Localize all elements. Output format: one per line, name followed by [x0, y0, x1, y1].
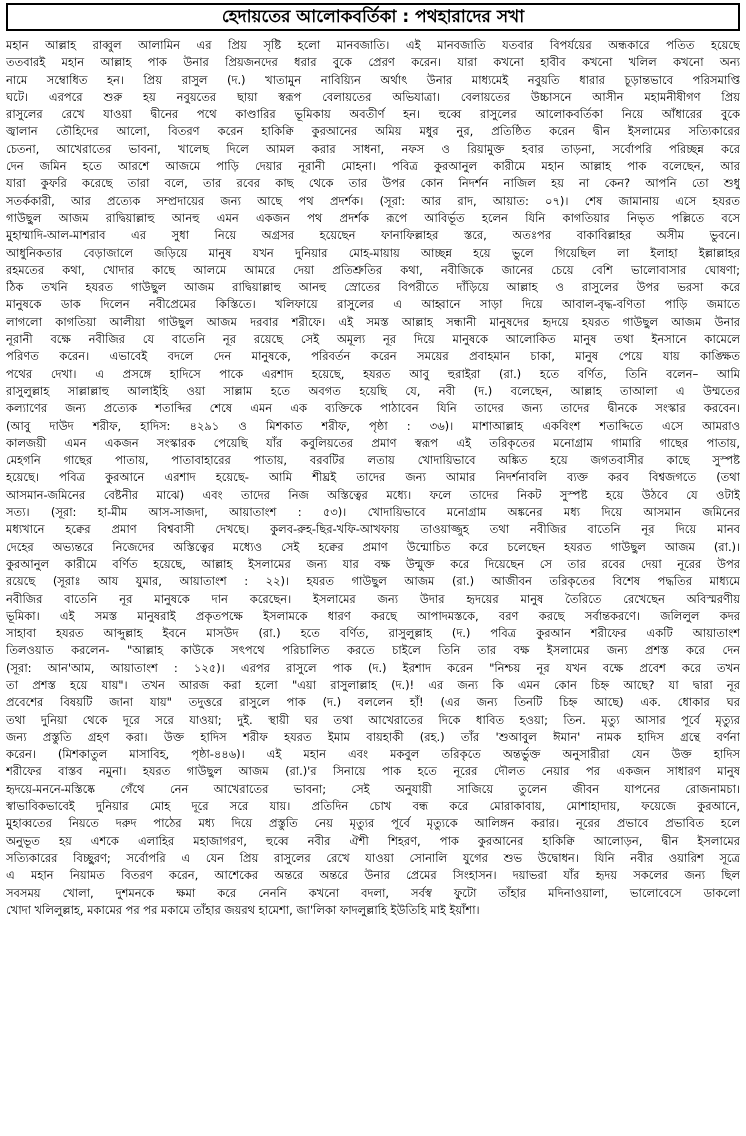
article-line: খোদা খলিলুল্লাহ, মকামের পর পর মকামে তাঁহার জয়রথ হামেশা, জা'লিকা ফাদলুল্লাহি ইউতিহি মাই ইয়াঁশা।	[6, 902, 480, 917]
article-line: পথের দেখা। এ প্রসঙ্গে হাদিসে পাকে এরশাদ হয়েছে, হযরত আবু হুরাইরা (রা.) হতে বর্ণিত, তিনি বলেন– আমি	[6, 366, 740, 381]
article-line: (আবু দাউদ শরীফ, হাদিস: ৪২৯১ ও মিশকাত শরীফ, পৃষ্ঠা : ৩৬)। মাশাআল্লাহ একবিংশ শতাব্দিতে এসে আমরাও	[6, 418, 740, 433]
article-line: শরীফের বাস্তব নমুনা। হযরত গাউছুল আজম (রা.)'র সিনায়ে পাক হতে নূরের দৌলত নেয়ার পর একজন সাধারণ মানুষ	[6, 764, 740, 779]
article-line: দেহের অভ্যন্তরে নিজেদের অস্তিত্বের মধ্যেও সেই হক্বের প্রমাণ উন্মোচিত করে চলেছেন হযরত গাউছুল আজম (রা.)।	[6, 539, 740, 554]
article-line: স্বাভাবিকভাবেই দুনিয়ার মোহ দূরে সরে যায়। প্রতিদিন চোখ বন্ধ করে মোরাকাবায়, মোশাহাদায়, ফয়েজে কুরআনে,	[6, 799, 740, 814]
article-line: মেহগনি গাছের পাতায়, পাতাবাহারের পাতায়, বরবটির লতায় খোদায়িভাবে অঙ্কিত হয়ে জগতবাসীর কাছে সুস্পষ্ট	[6, 453, 740, 468]
article-line: চেতনা, আখেরাতের ভাবনা, খালেছ দিলে আমল করার সাধনা, নফস ও রিয়ামুক্ত হবার তাড়না, সর্বোপরি পরিচ্ছন্ন করে	[6, 141, 740, 156]
article-line: মানুষকে ডাক দিলেন নবীপ্রেমের কিস্তিতে। খলিফায়ে রাসুলের এ আহ্বানে সাড়া দিয়ে আবাল-বৃদ্ধ-বণিতা পাড়ি জমাতে	[6, 297, 740, 312]
article-line: এ মহান নিয়ামত বিতরণ করেন, আশেকের অন্তরে অন্তরে উনার প্রেমের সিংহাসন। দয়াভরা যাঁর হৃদয় সকলের জন্য ছিল	[6, 868, 740, 883]
article-line: তা প্রশস্ত হয়ে যায়"। তখন আরজ করা হলো "এয়া রাসুলাল্লাহ (দ.)! এর জন্য কি এমন কোন চিহ্ন আছে? যা দ্বারা নূর	[6, 677, 740, 692]
article-line: কল্যাণের জন্য প্রত্যেক শতাব্দির শেষে এমন এক ব্যক্তিকে পাঠাবেন যিনি তাদের জন্য তাদের দ্বীনকে সংস্কার করবেন।	[6, 401, 740, 416]
article-line: করেন। (মিশকাতুল মাসাবিহ, পৃষ্ঠা-৪৪৬)। এই মহান এবং মকবুল তরিকৃতে অন্তর্ভুক্ত অনুসারীরা যেন উক্ত হাদিস	[6, 747, 740, 762]
article-line: মুহাব্বতের নিয়তে দরুদ পাঠের মধ্য দিয়ে প্রস্তুতি নেয় মৃত্যুর পূর্বে মৃত্যুকে আলিঙ্গন করার। নূরের প্রভাবে প্রভাবিত হলে	[6, 816, 740, 831]
article-line: রয়েছে (সূরাঃ আয যুমার, আয়াতাংশ : ২২)। হযরত গাউছুল আজম (রা.) আজীবন তরিকৃতের বিশেষ পদ্ধতির মাধ্যমে	[6, 574, 740, 589]
article-line: ভূমিকা। এই সমস্ত মানুষরাই প্রকৃতপক্ষে ইসলামকে ধারণ করছে আপাদমস্তকে, বরণ করছে সর্বান্তকরণে। জলিলুল কদর	[6, 608, 740, 623]
article-line: তথা দুনিয়া থেকে দূরে সরে যাওয়া; দুই. স্থায়ী ঘর তথা আখেরাতের দিকে ধাবিত হওয়া; তিন. মৃত্যু আসার পূর্বে মৃত্যুর	[6, 712, 740, 727]
article-line: নামে সম্বোধিত হন। প্রিয় রাসুল (দ.) খাতামুন নাবিয়্যিন অর্থাৎ উনার মাধ্যমেই নবুয়তি ধারার চূড়ান্তভাবে পরিসমাপ্তি	[6, 72, 740, 87]
article-line: জন্য প্রস্তুতি গ্রহণ করা। উক্ত হাদিস শরীফ হযরত ইমাম বায়হাকী (রহ.) তাঁর 'শুআবুল ঈমান' নামক হাদিস গ্রন্থে বর্ণনা	[6, 729, 740, 744]
article-line: গাউছুল আজম রাদ্বিয়াল্লাহু আনহু এমন একজন পথ প্রদর্শক রূপে আবির্ভূত হলেন যিনি কাগতিয়ার নিভৃত পল্লিতে বসে	[6, 210, 740, 225]
article-line: অনুভূত হয় এশকে এলাহির মহাজাগরণ, হুব্বে নবীর ঐশী শিহরণ, পাক কুরআনের হাকিক্বি আলোড়ন, দ্বীন ইসলামের	[6, 833, 740, 848]
article-line: রহমতের কথা, খোদার কাছে আলমে আমরে দেয়া প্রতিশ্রুতির কথা, নবীজিকে জানের চেয়ে বেশি ভালোবাসার ঘোষণা;	[6, 262, 740, 277]
article-line: আসমান-জমিনের বেষ্টনীর মাঝে) এবং তাদের নিজ অস্তিত্বের মধ্যে। ফলে তাদের নিকট সুস্পষ্ট হয়ে উঠবে যে ওটাই	[6, 487, 740, 502]
article-line: সতর্ককারী, আর প্রত্যেক সম্প্রদায়ের জন্য আছে পথ প্রদর্শক। (সূরা: আর রাদ, আয়াত: ০৭)। শেষ জামানায় এসে হযরত	[6, 193, 740, 208]
article-line: নূরানী বক্ষে নবীজির যে বাতেনি নূর রয়েছে সেই অমূল্য নূর দিয়ে মানুষকে আলোকিত মানুষ তথা ইনসানে কামেলে	[6, 332, 740, 347]
article-line: ঘটে। এরপরে শুরু হয় নবুয়তের ছায়া স্বরূপ বেলায়তের অভিযাত্রা। বেলায়তের উচ্চাসনে আসীন মহামনীষীগণ প্রিয়	[6, 89, 740, 104]
article-line: কালজয়ী এমন একজন সংস্কারক পেয়েছি যাঁর কবুলিয়তের প্রমাণ স্বরূপ এই তরিকৃতের মনোগ্রাম গামারি গাছের পাতায়,	[6, 435, 740, 450]
article-line: মধ্যখানে হক্বের প্রমাণ বিশ্ববাসী দেখছে। কুলব-রুহ-ছির-খফি-আখফায় তাওয়াজ্জুহ তথা নবীজির বাতেনি নূর দিয়ে মানব	[6, 522, 740, 537]
article-line: সবসময় খোলা, দুশমনকে ক্ষমা করে নেননি কখনো বদলা, সর্বস্ব ফুটো তাঁহার মদিনাওয়ালা, ভালোবেসে ডাকলো	[6, 885, 740, 900]
article-line: (সূরা: আন'আম, আয়াতাংশ : ১২৫)। এরপর রাসুলে পাক (দ.) ইরশাদ করেন "নিশ্চয় নূর যখন বক্ষে প্রবেশ করে তখন	[6, 660, 740, 675]
article-line: রাসুলের রেখে যাওয়া দ্বীনের পথে কাণ্ডারির ভূমিকায় অবতীর্ণ হন। হুব্বে রাসুলের আলোকবর্তিকা নিয়ে আঁধারের বুকে	[6, 107, 740, 122]
article-line: তিলওয়াত করলেন- "আল্লাহ কাউকে সৎপথে পরিচালিত করতে চাইলে তিনি তার বক্ষ ইসলামের জন্য প্রশস্ত করে দেন	[6, 643, 740, 658]
article-line: মুহাম্মাদি-আল-মাশরাব এর সুধা নিয়ে অগ্রসর হয়েছেন ফানাফিল্লাহর স্তরে, অতঃপর বাকাবিল্লাহর অসীম ভুবনে।	[6, 228, 740, 243]
article-line: কুরআনুল কারীমে বর্ণিত হয়েছে, আল্লাহ ইসলামের জন্য যার বক্ষ উন্মুক্ত করে দিয়েছেন সে তার রবের দেয়া নূরের উপর	[6, 556, 740, 571]
article-line: মহান আল্লাহ রাব্বুল আলামিন এর প্রিয় সৃষ্টি হলো মানবজাতি। এই মানবজাতি যতবার বিপর্যয়ের অন্ধকারে পতিত হয়েছে	[6, 38, 740, 52]
article-body	[6, 37, 740, 919]
article-line: দেন জমিন হতে আরশে আজমে পাড়ি দেয়ার নূরানী মোহনা। পবিত্র কুরআনুল কারীমে মহান আল্লাহ পাক বলেছেন, আর	[6, 159, 740, 174]
article-line: প্রবেশের বিষয়টি জানা যায়" তদুত্তরে রাসুলে পাক (দ.) বললেন হাঁ! (এর জন্য তিনটি চিহ্ন আছে) এক. ধোকার ঘর	[6, 695, 740, 710]
article-line: সাহাবা হযরত আব্দুল্লাহ ইবনে মাসউদ (রা.) হতে বর্ণিত, রাসুলুল্লাহ (দ.) পবিত্র কুরআন শরীফের একটি আয়াতাংশ	[6, 626, 740, 641]
article-line: রাসুলুল্লাহ সাল্লাল্লাহু আলাইহি ওয়া সাল্লাম হতে অবগত হয়েছি যে, নবী (দ.) বলেছেন, আল্লাহ তাআলা এ উম্মতের	[6, 383, 740, 398]
article-line: নবীজির বাতেনি নূর মানুষকে দান করেছেন। ইসলামের জন্য উদার হৃদয়ের মানুষ তৈরিতে রেখেছেন অবিস্মরণীয়	[6, 591, 740, 606]
article-line: লাগলো কাগতিয়া আলীয়া গাউছুল আজম দরবার শরীফে। এই সমস্ত আল্লাহ সন্ধানী মানুষদের হৃদয়ে হযরত গাউছুল আজম উনার	[6, 314, 740, 329]
article-title: হেদায়তের আলোকবর্তিকা : পথহারাদের সখা	[6, 3, 740, 31]
article-line: ঠিক তখনি হযরত গাউছুল আজম রাদ্বিয়াল্লাহু আনহু স্রোতের বিপরীতে দাঁড়িয়ে আল্লাহ ও রাসুলের উপর ভরসা করে	[6, 280, 740, 295]
article-line: যারা কুফরি করেছে তারা বলে, তার রবের কাছ থেকে তার উপর কোন নিদর্শন নাজিল হয় না কেন? আপনি তো শুধু	[6, 176, 740, 191]
article-line: হয়েছে। পবিত্র কুরআনে এরশাদ হয়েছে- আমি শীঘ্রই তাদের জন্য আমার নিদর্শনাবলি ব্যক্ত করব বিশ্বজগতে (তথা	[6, 470, 740, 485]
article-line: হৃদয়ে-মননে-মস্তিষ্কে গেঁথে নেন আখেরাতের ভাবনা; সেই অনুযায়ী সাজিয়ে তুলেন জীবন যাপনের রোজনামচা।	[6, 781, 740, 796]
article-line: ততবারই মহান আল্লাহ পাক উনার প্রিয়জনদের ধরার বুকে প্রেরণ করেন। যারা কখনো হাবীব কখনো খলিল কখনো অন্য	[6, 55, 740, 70]
article-line: জ্বালান তৌহিদের আলো, বিতরণ করেন হাকিক্বি কুরআনের অমিয় মধুর নুর, প্রতিষ্ঠিত করেন দ্বীন ইসলামের সত্যিকারের	[6, 124, 740, 139]
article-line: পরিণত করেন। এভাবেই বদলে দেন মানুষকে, পরিবর্তন করেন সময়ের প্রবাহমান চাকা, মানুষ পেয়ে যায় কাঙ্ক্ষিত	[6, 349, 740, 364]
article-line: সত্য। (সূরা: হা-মীম আস-সাজদা, আয়াতাংশ : ৫৩)। খোদায়িভাবে মনোগ্রাম অঙ্কনের মধ্য দিয়ে আসমান জমিনের	[6, 505, 740, 520]
article-line: আধুনিকতার বেড়াজালে জড়িয়ে মানুষ যখন দুনিয়ার মোহ-মায়ায় আচ্ছন্ন হয়ে ভুলে গিয়েছিল লা ইলাহা ইল্লাল্লাহর	[6, 245, 740, 260]
article-line: সত্যিকারের বিচ্ছুরণ; সর্বোপরি এ যেন প্রিয় রাসুলের রেখে যাওয়া সোনালি যুগের শুভ উদ্বোধন। যিনি নবীর ওয়ারিশ সূত্রে	[6, 850, 740, 865]
